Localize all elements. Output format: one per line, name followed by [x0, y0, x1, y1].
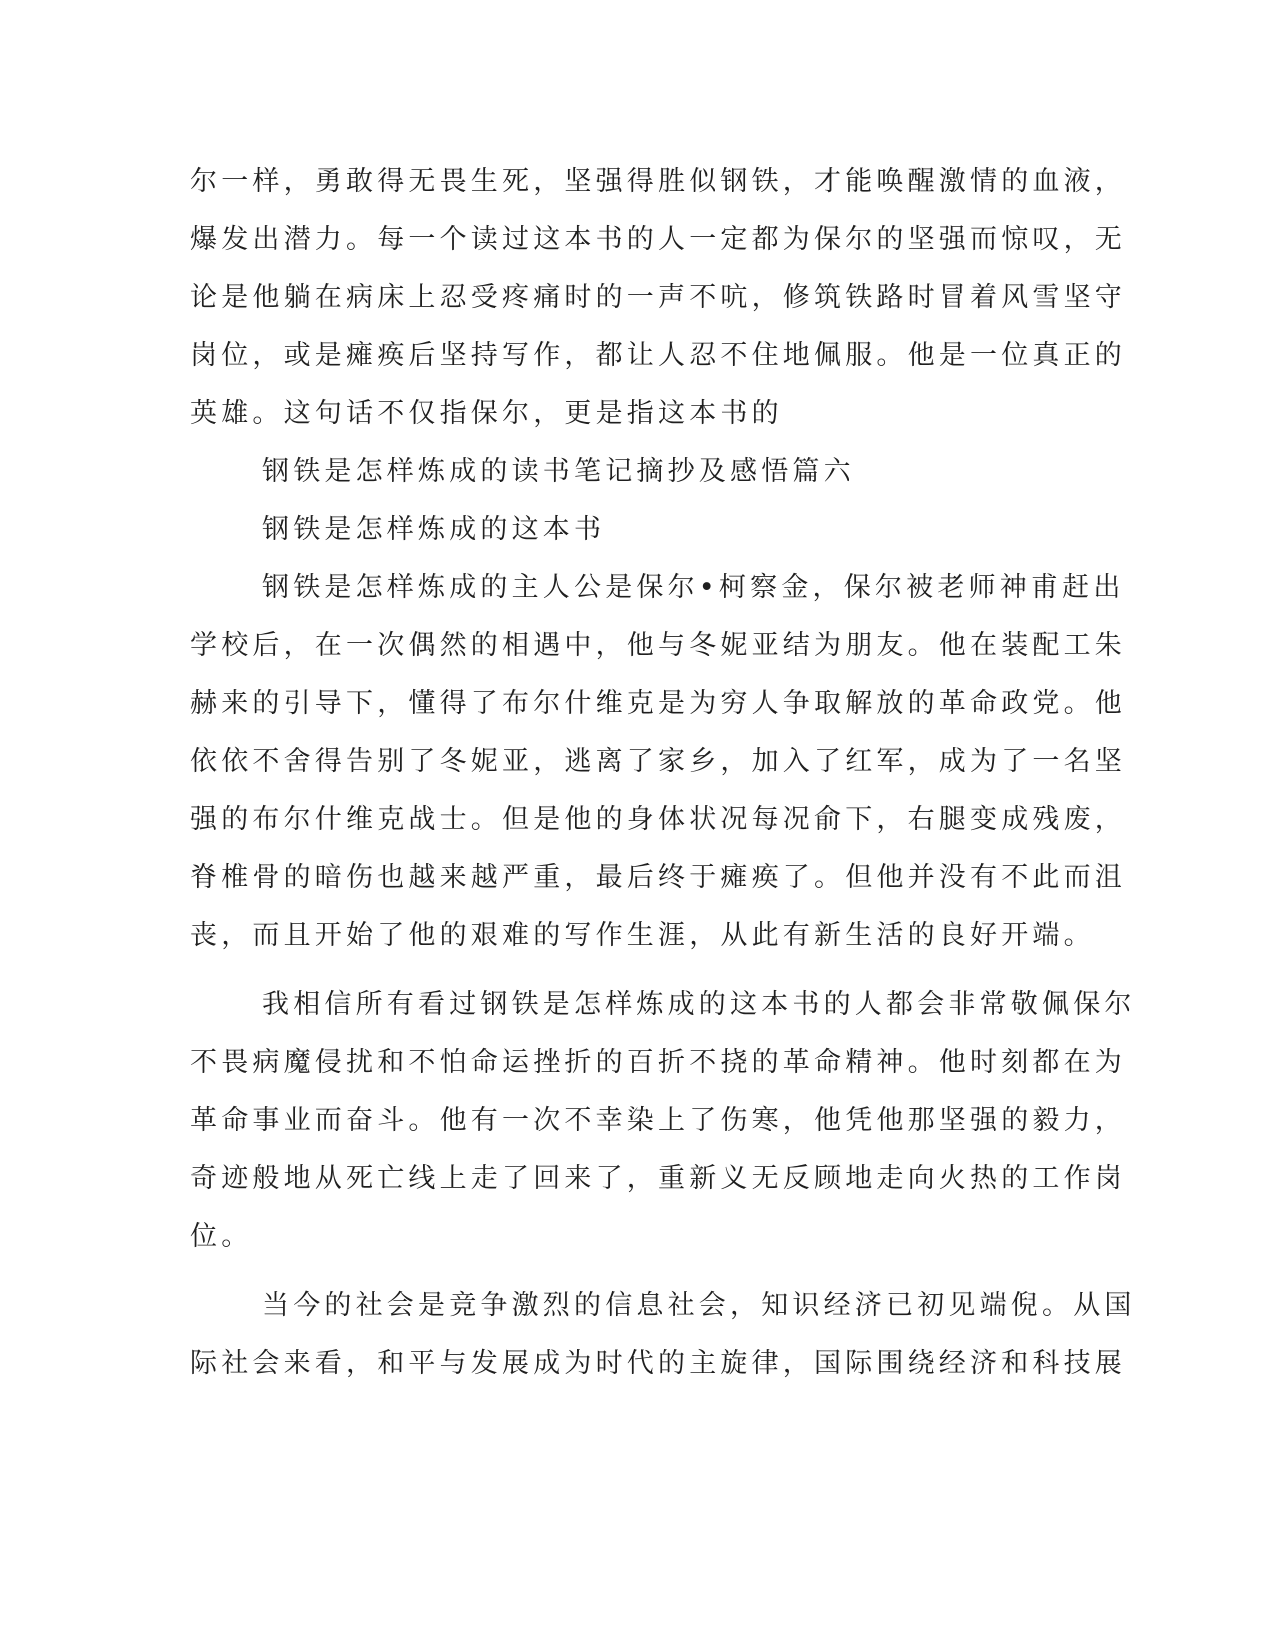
paragraph-start-line: 我相信所有看过钢铁是怎样炼成的这本书的人都会非常敬佩保尔	[262, 989, 1136, 1020]
text-line: 赫来的引导下，懂得了布尔什维克是为穷人争取解放的革命政党。他	[190, 688, 1126, 719]
paragraph-start-line: 钢铁是怎样炼成的主人公是保尔•柯察金，保尔被老师神甫赶出	[262, 572, 1125, 603]
text-line: 学校后，在一次偶然的相遇中，他与冬妮亚结为朋友。他在装配工朱	[190, 630, 1126, 661]
text-line: 脊椎骨的暗伤也越来越严重，最后终于瘫痪了。但他并没有不此而沮	[190, 862, 1126, 893]
text-line: 际社会来看，和平与发展成为时代的主旋律，国际围绕经济和科技展	[190, 1348, 1126, 1379]
text-line: 依依不舍得告别了冬妮亚，逃离了家乡，加入了红军，成为了一名坚	[190, 746, 1126, 777]
text-line: 奇迹般地从死亡线上走了回来了，重新义无反顾地走向火热的工作岗	[190, 1163, 1126, 1194]
section-heading: 钢铁是怎样炼成的读书笔记摘抄及感悟篇六	[262, 456, 855, 487]
text-line: 丧，而且开始了他的艰难的写作生涯，从此有新生活的良好开端。	[190, 920, 1095, 951]
text-line: 强的布尔什维克战士。但是他的身体状况每况俞下，右腿变成残废，	[190, 804, 1126, 835]
text-line: 英雄。这句话不仅指保尔，更是指这本书的	[190, 398, 783, 429]
text-line: 革命事业而奋斗。他有一次不幸染上了伤寒，他凭他那坚强的毅力，	[190, 1105, 1126, 1136]
text-line: 位。	[190, 1221, 253, 1252]
paragraph-start-line: 当今的社会是竞争激烈的信息社会，知识经济已初见端倪。从国	[262, 1290, 1136, 1321]
text-line: 尔一样，勇敢得无畏生死，坚强得胜似钢铁，才能唤醒激情的血液，	[190, 166, 1126, 197]
text-line: 岗位，或是瘫痪后坚持写作，都让人忍不住地佩服。他是一位真正的	[190, 340, 1126, 371]
text-line: 爆发出潜力。每一个读过这本书的人一定都为保尔的坚强而惊叹，无	[190, 224, 1126, 255]
text-line: 不畏病魔侵扰和不怕命运挫折的百折不挠的革命精神。他时刻都在为	[190, 1047, 1126, 1078]
text-line: 论是他躺在病床上忍受疼痛时的一声不吭，修筑铁路时冒着风雪坚守	[190, 282, 1126, 313]
section-subheading: 钢铁是怎样炼成的这本书	[262, 514, 606, 545]
